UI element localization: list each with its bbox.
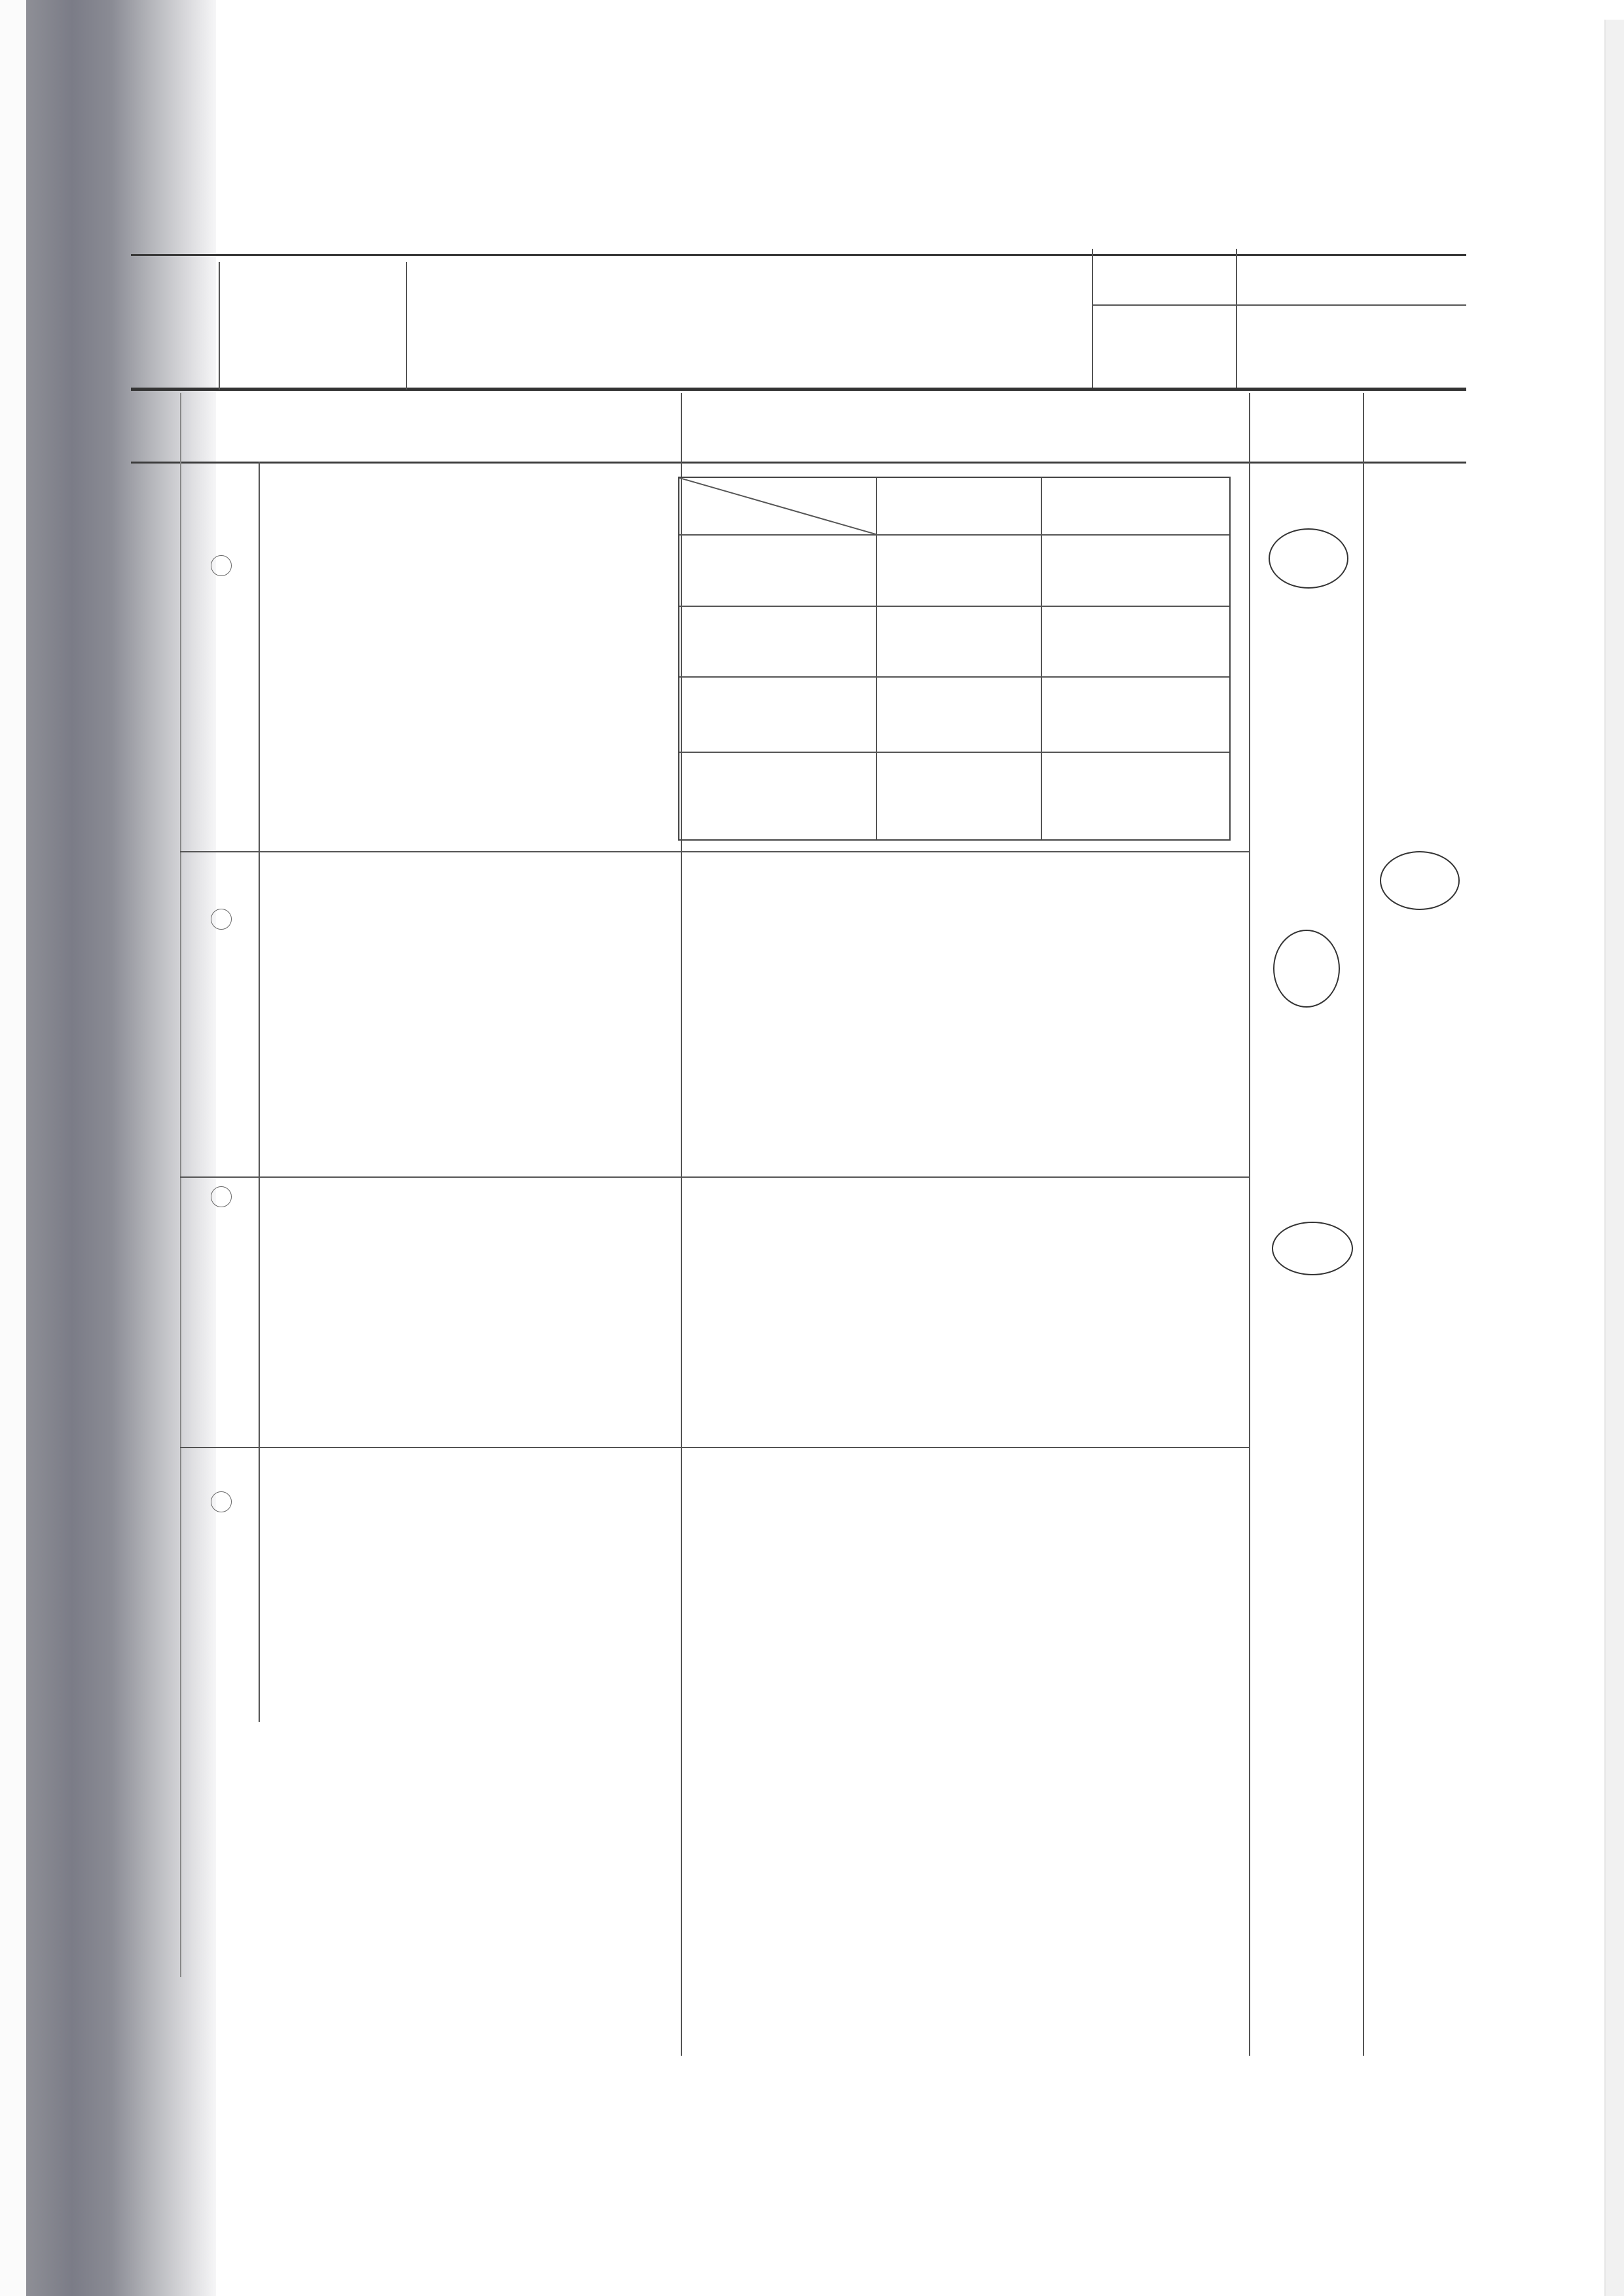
rule-top: [131, 254, 1466, 256]
scan-right-edge: [1604, 20, 1624, 2296]
scan-binding-shadow: [0, 0, 216, 2296]
s103-number-badge: [211, 1186, 232, 1207]
rule-header-bottom: [131, 388, 1466, 391]
rule: [180, 851, 1249, 852]
s102-number-badge: [211, 909, 232, 930]
fit-17-selected-circle: [1269, 528, 1348, 589]
proper-26-selected-circle: [1380, 851, 1460, 910]
rule: [406, 262, 407, 390]
rule-colheader-bottom: [131, 462, 1466, 464]
fit-19-selected-circle: [1272, 1222, 1353, 1275]
s104-label: [211, 1491, 232, 1586]
rule: [1236, 249, 1237, 388]
rule: [180, 1447, 1249, 1448]
s103-label: [211, 1186, 232, 1325]
diagonal-divider: [679, 478, 876, 534]
rule-sublabel: [259, 462, 260, 1722]
rule: [1092, 249, 1093, 388]
rule-col4: [1363, 393, 1364, 2056]
rule-side: [180, 393, 181, 1977]
s101-business-table: [678, 477, 1231, 841]
s101-number-badge: [211, 555, 232, 576]
rule: [1092, 304, 1466, 306]
scan-left-edge: [0, 0, 26, 2296]
rule: [180, 1176, 1249, 1178]
fit-18-selected-circle: [1273, 930, 1340, 1008]
s104-number-badge: [211, 1491, 232, 1512]
s101-label: [211, 555, 232, 665]
rule: [219, 262, 220, 390]
rule-col3: [1249, 393, 1250, 2056]
s102-label: [211, 909, 232, 1008]
